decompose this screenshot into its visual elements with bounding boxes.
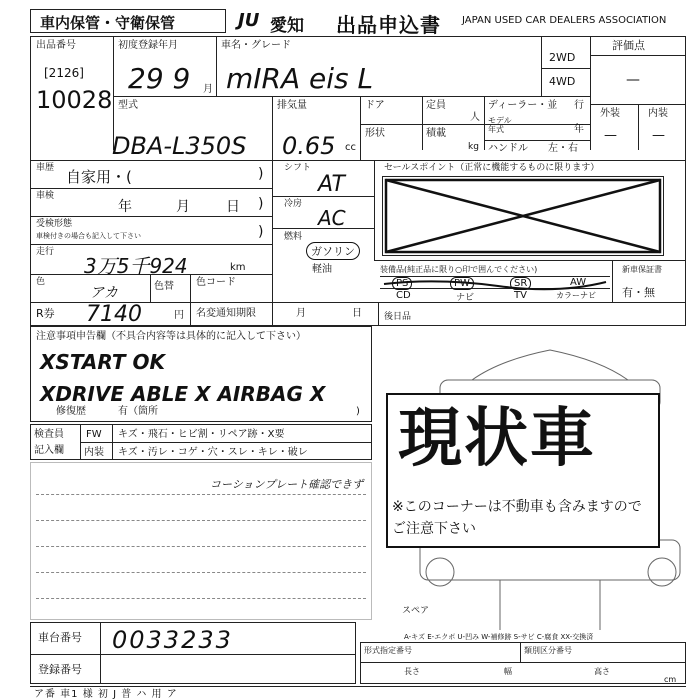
chassis-value: 0033233 — [112, 626, 233, 654]
repair-value: 有（箇所 — [118, 406, 158, 417]
car-name-label: 車名・グレード — [221, 40, 291, 51]
car-name-value: mIRA eis L — [226, 62, 374, 95]
handle-value: 左・右 — [548, 143, 578, 154]
spare-label: スペア — [402, 606, 430, 616]
equip-color-navi: カラーナビ — [556, 291, 596, 300]
handle-label: ハンドル — [488, 143, 528, 154]
bottom-row: ア番 車1 様 初 J 普 ハ 用 ア — [34, 689, 178, 700]
spec-length: 長さ — [404, 667, 420, 676]
first-reg-value: 29 9 — [128, 62, 191, 95]
damage-legend: A-キズ E-エクボ U-凹み W-補修跡 S-サビ C-腐食 XX-交換済 — [404, 633, 594, 641]
tax-notice-date: 日 — [352, 308, 362, 319]
storage-label: 車内保管・守衛保管 — [40, 14, 176, 32]
tax-notice-month: 月 — [296, 308, 306, 319]
fuel-light-oil: 軽油 — [312, 264, 332, 275]
inspector-label-2: 記入欄 — [34, 445, 64, 456]
color-code-label: 色コード — [196, 277, 236, 288]
model-year-label — [488, 116, 512, 134]
equip-navi: ナビ — [456, 293, 475, 303]
r-fee-label: R券 — [36, 307, 55, 320]
receipt-label: 受検形態 — [36, 219, 73, 229]
equipment-strike — [378, 264, 610, 300]
ju-logo: JU — [238, 10, 260, 31]
warranty-label: 新車保証書 — [622, 265, 662, 274]
reg-no-label: 登録番号 — [38, 663, 82, 676]
stamp-title: 現状車 — [398, 402, 596, 476]
receipt-close: ) — [258, 224, 264, 240]
displacement-label: 排気量 — [277, 100, 307, 111]
model-year-text: モデル 年式 — [488, 116, 512, 134]
lot-number: 10028 — [36, 86, 113, 114]
rear-label: 後日品 — [384, 312, 412, 322]
color-label: 色 — [36, 277, 46, 287]
load-label: 積載 — [426, 128, 446, 139]
equip-sr: SR — [510, 277, 531, 290]
inspector-fw-label: FW — [86, 429, 102, 440]
notes-label: 注意事項申告欄（不具合内容等は具体的に記入して下さい） — [36, 331, 306, 342]
equip-aw: AW — [570, 277, 587, 288]
drive-4wd: 4WD — [549, 75, 576, 88]
repair-close: ) — [356, 406, 360, 417]
capacity-unit: 人 — [470, 112, 480, 123]
inspector-in-label: 内装 — [84, 447, 104, 458]
association-name: JAPAN USED CAR DEALERS ASSOCIATION — [462, 15, 667, 26]
inspector-fw-value: キズ・飛石・ヒビ割・リペア跡・X要 — [118, 429, 285, 440]
first-reg-label: 初度登録年月 — [118, 40, 178, 51]
sales-point-label: セールスポイント（正常に機能するものに限ります） — [384, 163, 600, 173]
dealer-label: ディーラー・並 — [488, 100, 558, 111]
org-name: 愛知 — [270, 16, 304, 36]
doors-label: ドア — [365, 100, 385, 111]
notes-line2: XDRIVE ABLE X AIRBAG X — [40, 382, 326, 406]
inspector-note: コーションプレート確認できず — [210, 478, 364, 491]
equipment-label: 装備品(純正品に限り○印で囲んでください) — [380, 265, 538, 274]
mileage-label: 走行 — [36, 247, 55, 257]
dealer-row: 行 — [574, 100, 584, 111]
color-value: アカ — [90, 285, 118, 301]
stamp-note: ※このコーナーは不動車も含みますのでご注意下さい — [392, 499, 642, 537]
history-value: 自家用・( — [66, 168, 132, 186]
tax-notice-label: 名変通知期限 — [196, 308, 256, 319]
spec-type-label: 形式指定番号 — [364, 646, 412, 655]
repair-label: 修復歴 — [56, 406, 86, 417]
mileage-unit: km — [230, 262, 246, 273]
inspection-month: 月 — [176, 199, 190, 215]
interior-label: 内装 — [648, 108, 668, 119]
inspection-date: 日 — [226, 199, 240, 215]
form-title: 出品申込書 — [336, 13, 441, 37]
history-label: 車歴 — [36, 163, 55, 173]
model-value: DBA-L350S — [112, 132, 247, 160]
inspection-year: 年 — [118, 199, 132, 215]
displacement-unit: cc — [345, 142, 356, 153]
model-label: 型式 — [118, 100, 138, 111]
load-unit: kg — [468, 142, 479, 152]
lot-label: 出品番号 — [36, 40, 76, 51]
inspection-label: 車検 — [36, 191, 55, 201]
color-replace-label: 色替 — [154, 281, 174, 292]
cooling-value: AC — [318, 206, 346, 230]
mileage-value: 3万5千924 — [84, 254, 188, 278]
spec-class-label: 類別区分番号 — [524, 646, 572, 655]
spec-width: 幅 — [504, 667, 512, 676]
chassis-label: 車台番号 — [38, 631, 82, 644]
model-year-unit: 年 — [574, 124, 584, 135]
sales-point-crossout — [382, 176, 664, 256]
shape-label: 形状 — [365, 128, 385, 139]
rating-value: — — [626, 72, 640, 88]
receipt-note: 車検付きの場合も記入して下さい — [36, 232, 141, 240]
spec-unit: cm — [664, 675, 677, 684]
shift-label: シフト — [284, 163, 312, 173]
fuel-gas: ガソリン — [306, 242, 360, 260]
notes-line1: XSTART OK — [40, 350, 165, 374]
exterior-label: 外装 — [600, 108, 620, 119]
displacement-value: 0.65 — [282, 132, 336, 160]
equip-cd: CD — [396, 290, 411, 301]
interior-value: — — [652, 128, 665, 143]
fuel-label: 燃料 — [284, 232, 303, 242]
cooling-label: 冷房 — [284, 199, 303, 209]
history-close: ) — [258, 166, 264, 182]
first-reg-month: 月 — [203, 84, 213, 95]
capacity-label: 定員 — [426, 100, 446, 111]
equip-pw: PW — [450, 277, 474, 290]
inspector-label-1: 検査員 — [34, 429, 64, 440]
drive-2wd: 2WD — [549, 51, 576, 64]
equip-ps: PS — [392, 277, 412, 290]
r-fee-value: 7140 — [86, 302, 142, 327]
lot-small-number: [2126] — [44, 66, 84, 80]
warranty-value: 有・無 — [622, 286, 655, 299]
equip-tv: TV — [514, 290, 527, 301]
inspection-close: ) — [258, 196, 264, 212]
r-fee-unit: 円 — [174, 310, 184, 321]
inspector-in-value: キズ・汚レ・コゲ・穴・スレ・キレ・破レ — [118, 447, 308, 458]
exterior-value: — — [604, 128, 617, 143]
rating-label: 評価点 — [612, 39, 645, 52]
spec-height: 高さ — [594, 667, 610, 676]
shift-value: AT — [318, 172, 345, 197]
